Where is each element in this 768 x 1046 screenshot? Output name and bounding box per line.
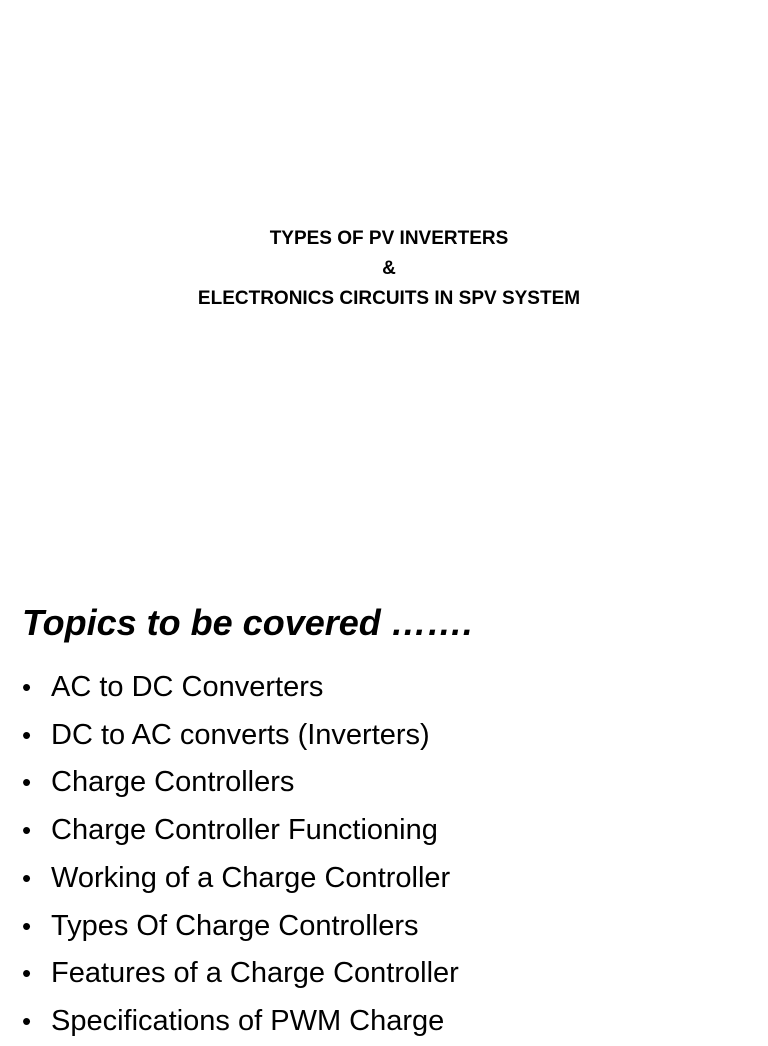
topic-list <box>22 664 762 1046</box>
list-item <box>22 950 762 998</box>
title-line-2: & <box>382 258 396 279</box>
list-item <box>22 759 762 807</box>
topic-text: Specifications of PWM Charge <box>51 1004 445 1037</box>
topic-text: AC to DC Converters <box>51 671 324 703</box>
title-line-3: ELECTRONICS CIRCUITS IN SPV SYSTEM <box>197 288 581 309</box>
bullet-icon: • <box>22 719 32 750</box>
list-item <box>22 807 762 855</box>
topic-text: Charge Controllers <box>51 766 295 799</box>
bullet-icon: • <box>22 672 32 702</box>
list-item <box>22 998 762 1046</box>
bullet-icon: • <box>22 910 32 941</box>
topic-text: Charge Controller Functioning <box>51 814 438 847</box>
list-item <box>22 855 762 903</box>
topic-text: Features of a Charge Controller <box>51 957 459 990</box>
topic-text: Types Of Charge Controllers <box>51 909 419 942</box>
bullet-icon: • <box>22 958 32 989</box>
topic-text: Working of a Charge Controller <box>51 861 451 894</box>
list-item <box>22 664 762 712</box>
bullet-icon: • <box>22 1005 32 1036</box>
slide-title <box>0 224 768 314</box>
list-item <box>22 903 762 951</box>
bullet-icon: • <box>22 815 32 846</box>
topic-text: DC to AC converts (Inverters) <box>51 718 430 751</box>
topics-heading: Topics to be covered ……. <box>22 602 473 643</box>
title-line-1: TYPES OF PV INVERTERS <box>269 228 509 249</box>
bullet-icon: • <box>22 862 32 893</box>
bullet-icon: • <box>22 767 32 798</box>
list-item <box>22 712 762 760</box>
